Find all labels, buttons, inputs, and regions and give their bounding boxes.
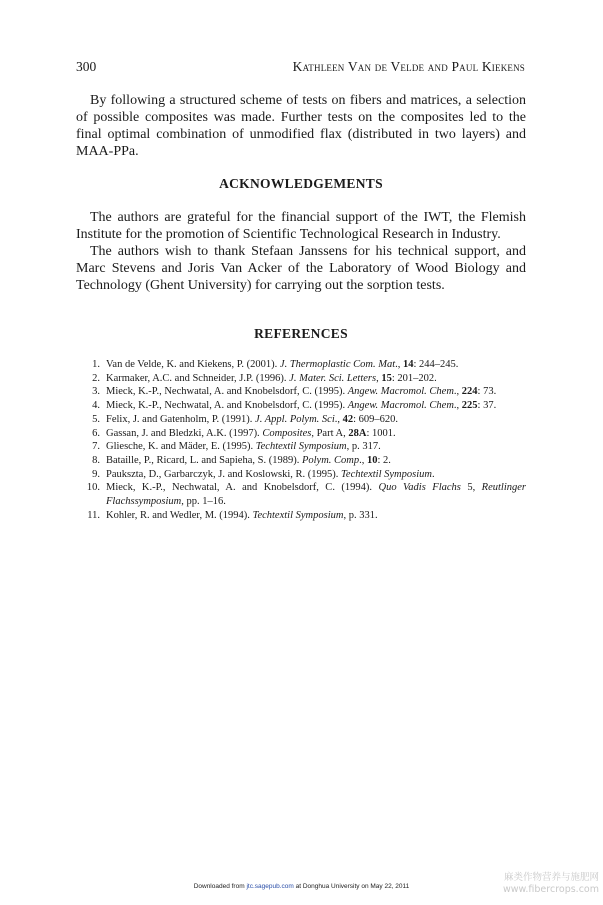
reference-item bbox=[76, 468, 526, 482]
reference-pages: : 244–245. bbox=[413, 359, 459, 370]
reference-separator: , p. 331. bbox=[343, 509, 378, 521]
reference-source-secondary: Reutlinger Flachssymposium bbox=[106, 482, 526, 508]
reference-separator: , p. 317. bbox=[346, 441, 381, 453]
reference-source: Angew. Macromol. Chem bbox=[347, 400, 454, 412]
reference-number: 2. bbox=[92, 372, 100, 384]
reference-pages: : 201–202. bbox=[391, 372, 437, 384]
reference-item bbox=[76, 413, 526, 427]
reference-volume: 42 bbox=[342, 413, 354, 425]
reference-pages: , pp. 1–16. bbox=[181, 496, 226, 508]
references-list bbox=[76, 358, 526, 522]
reference-number: 9. bbox=[92, 468, 100, 480]
reference-separator: ., bbox=[334, 413, 343, 425]
footer-prefix: Downloaded from bbox=[193, 883, 247, 890]
reference-authors: Bataille, P., Ricard, L. and Sapieha, S. (1989). bbox=[106, 454, 302, 466]
reference-pages: : 73. bbox=[477, 386, 497, 398]
reference-source: J. Thermoplastic Com. Mat bbox=[279, 359, 396, 370]
reference-item bbox=[76, 358, 526, 372]
running-head bbox=[76, 59, 525, 77]
reference-pages: : 37. bbox=[477, 400, 497, 412]
reference-number: 7. bbox=[92, 441, 100, 453]
reference-source: Quo Vadis Flachs bbox=[378, 482, 461, 494]
reference-authors: Mieck, K.-P., Nechwatal, A. and Knobelsdorf, C. (1995). bbox=[106, 400, 348, 412]
reference-separator: 5, bbox=[460, 482, 482, 494]
reference-item bbox=[76, 427, 526, 441]
reference-pages: : 2. bbox=[377, 454, 391, 466]
acknowledgements-paragraph: The authors wish to thank Stefaan Janssens for his technical support, and Marc Stevens and Joris Van Acker of the Laboratory of Wood Biology and Technology (Ghent University) for carrying out the sorption tests. bbox=[76, 244, 526, 293]
reference-number: 4. bbox=[92, 400, 100, 412]
reference-authors: Felix, J. and Gatenholm, P. (1991). bbox=[106, 413, 256, 425]
reference-authors: Van de Velde, K. and Kiekens, P. (2001). bbox=[106, 359, 280, 370]
reference-separator: , Part A, bbox=[311, 427, 349, 439]
reference-number: 11. bbox=[87, 509, 100, 521]
reference-source: Polym. Comp bbox=[301, 454, 360, 466]
reference-volume: 10 bbox=[367, 454, 378, 466]
reference-authors: Mieck, K.-P., Nechwatal, A. and Knobelsdorf, C. (1995). bbox=[106, 386, 348, 398]
footer-link[interactable]: jtc.sagepub.com bbox=[246, 883, 294, 890]
reference-item bbox=[76, 399, 526, 413]
watermark bbox=[503, 872, 599, 896]
reference-item bbox=[76, 509, 526, 523]
acknowledgements-heading: ACKNOWLEDGEMENTS bbox=[219, 176, 383, 191]
reference-separator: , bbox=[376, 372, 382, 384]
reference-number: 1. bbox=[92, 359, 100, 370]
reference-number: 3. bbox=[92, 386, 100, 398]
reference-item bbox=[76, 440, 526, 454]
reference-item bbox=[76, 454, 526, 468]
page-number: 300 bbox=[76, 59, 97, 74]
reference-source: J. Appl. Polym. Sci bbox=[255, 413, 335, 425]
reference-volume: 225 bbox=[461, 400, 478, 412]
references-heading: REFERENCES bbox=[254, 326, 348, 341]
reference-item bbox=[76, 372, 526, 386]
footer-suffix: at Donghua University on May 22, 2011 bbox=[293, 883, 410, 890]
reference-authors: Mieck, K.-P., Nechwatal, A. and Knobelsdorf, C. (1994). bbox=[106, 482, 379, 494]
reference-volume: 15 bbox=[381, 372, 392, 384]
reference-number: 5. bbox=[92, 413, 100, 425]
reference-authors: Gassan, J. and Bledzki, A.K. (1997). bbox=[106, 427, 263, 439]
reference-pages: : 609–620. bbox=[353, 413, 399, 425]
acknowledgements-paragraph: The authors are grateful for the financial support of the IWT, the Flemish Institute for the promotion of Scientific Technological Research in Industry. bbox=[76, 210, 526, 242]
watermark-line: 麻类作物营养与施肥网 bbox=[503, 872, 599, 883]
reference-separator: ., bbox=[395, 359, 403, 370]
conclusion-paragraph: By following a structured scheme of tests on fibers and matrices, a selection of possible composites was made. Further tests on the composites led to the final optimal combination of unmodified flax (distributed in two layers) and MAA-PPa. bbox=[76, 93, 526, 159]
reference-source: J. Mater. Sci. Letters bbox=[289, 372, 377, 384]
reference-item bbox=[76, 385, 526, 399]
running-head-authors: Kathleen Van de Velde and Paul Kiekens bbox=[292, 59, 525, 74]
reference-item bbox=[76, 481, 526, 508]
reference-separator: ., bbox=[453, 400, 462, 412]
reference-source: Angew. Macromol. Chem bbox=[347, 386, 454, 398]
reference-authors: Paukszta, D., Garbarczyk, J. and Koslowski, R. (1995). bbox=[106, 468, 342, 480]
reference-authors: Kohler, R. and Wedler, M. (1994). bbox=[106, 509, 253, 521]
reference-pages: : 1001. bbox=[366, 427, 396, 439]
reference-source: Techtextil Symposium bbox=[255, 441, 347, 453]
reference-separator: ., bbox=[453, 386, 462, 398]
reference-number: 8. bbox=[92, 454, 100, 466]
reference-source: Techtextil Symposium bbox=[252, 509, 344, 521]
reference-separator: ., bbox=[359, 454, 368, 466]
reference-number: 10. bbox=[86, 482, 100, 494]
watermark-line: www.fibercrops.com bbox=[502, 884, 599, 895]
reference-authors: Gliesche, K. and Mäder, E. (1995). bbox=[106, 441, 256, 453]
reference-volume: 28A bbox=[348, 427, 367, 439]
reference-separator: . bbox=[431, 468, 435, 480]
acknowledgements-section bbox=[76, 209, 526, 294]
reference-volume: 224 bbox=[461, 386, 478, 398]
reference-source: Techtextil Symposium bbox=[341, 468, 432, 480]
reference-volume: 14 bbox=[402, 359, 414, 370]
reference-source: Composites bbox=[262, 427, 312, 439]
conclusion-section bbox=[76, 92, 526, 160]
reference-authors: Karmaker, A.C. and Schneider, J.P. (1996). bbox=[106, 372, 290, 384]
reference-number: 6. bbox=[92, 427, 100, 439]
